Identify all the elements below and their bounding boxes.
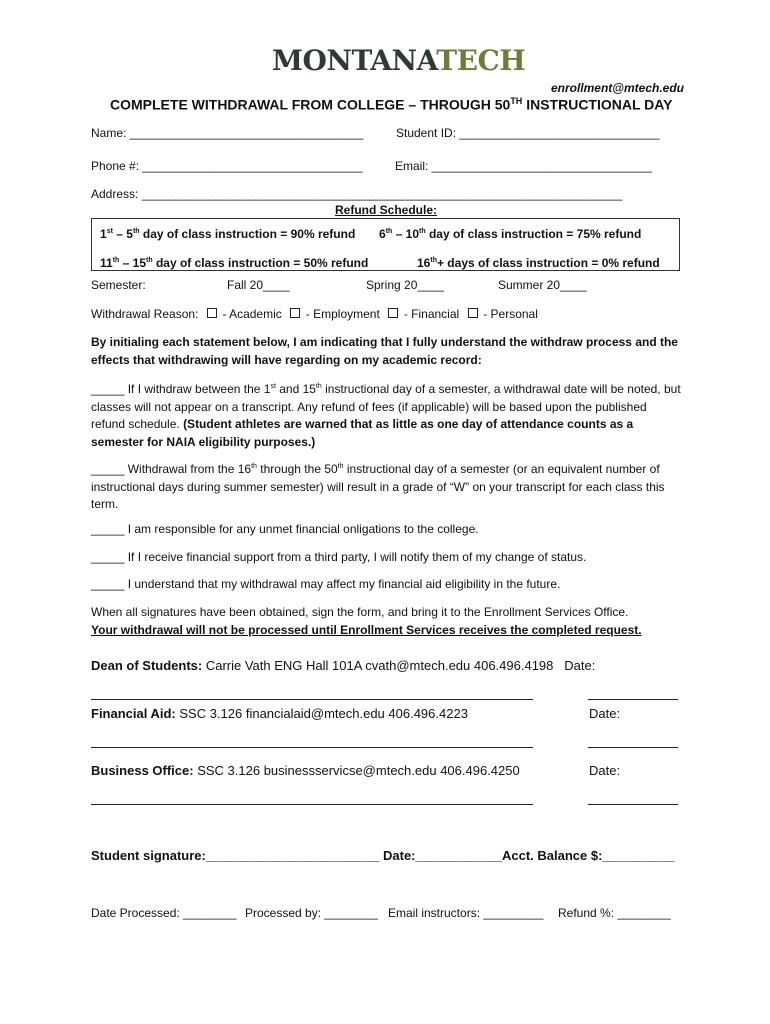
financial-checkbox[interactable] (388, 308, 398, 318)
semester-spring[interactable]: Spring 20____ (366, 278, 445, 292)
statement-2: _____ Withdrawal from the 16th through the 50th instructional day of a semester (or an equivalent number of instructional days during summer semester) will result in a grade of “W” on your transcript for each class this term. (91, 462, 665, 511)
business-office-date-line[interactable] (588, 804, 678, 805)
statement-3: _____ I am responsible for any unmet financial onligations to the college. (91, 522, 479, 536)
refund-schedule-heading: Refund Schedule: (335, 203, 438, 217)
dean-date-line[interactable] (588, 699, 678, 700)
personal-checkbox[interactable] (468, 308, 478, 318)
enrollment-email: enrollment@mtech.edu (550, 81, 684, 95)
semester-label: Semester: (91, 278, 146, 292)
academic-checkbox[interactable] (207, 308, 217, 318)
refund-row-3: 11th – 15th day of class instruction = 50% refund (100, 256, 369, 270)
account-balance-field[interactable]: Acct. Balance $:__________ (502, 848, 675, 863)
initial-intro: By initialing each statement below, I am indicating that I fully understand the withdraw process and the effects that withdrawing will have regarding on my academic record: (91, 335, 678, 367)
montana-tech-logo: MONTANATECH (272, 44, 526, 77)
address-field[interactable]: Address: ________________________________________________________________________ (91, 187, 623, 201)
email-instructors-field[interactable]: Email instructors: _________ (388, 906, 544, 920)
semester-summer[interactable]: Summer 20____ (498, 278, 587, 292)
academic-option: - Academic (222, 307, 282, 321)
refund-row-1: 1st – 5th day of class instruction = 90% refund (100, 227, 356, 241)
processed-by-field[interactable]: Processed by: ________ (245, 906, 378, 920)
dean-date-label: Date: (564, 658, 596, 673)
semester-fall[interactable]: Fall 20____ (227, 278, 290, 292)
closing-instruction: When all signatures have been obtained, sign the form, and bring it to the Enrollment Services Office. (91, 605, 629, 619)
business-office: Business Office: SSC 3.126 businessservicse@mtech.edu 406.496.4250 (91, 763, 520, 778)
financial-aid-signature-line[interactable] (91, 747, 533, 748)
statement-5: _____ I understand that my withdrawal may affect my financial aid eligibility in the future. (91, 577, 561, 591)
financial-aid-date-label: Date: (589, 706, 621, 721)
student-id-field[interactable]: Student ID: ______________________________ (396, 126, 660, 140)
dean-signature-line[interactable] (91, 699, 533, 700)
employment-checkbox[interactable] (290, 308, 300, 318)
name-field[interactable]: Name: ___________________________________ (91, 126, 364, 140)
statement-4: _____ If I receive financial support from a third party, I will notify them of my change of status. (91, 550, 587, 564)
employment-option: - Employment (305, 307, 380, 321)
business-office-signature-line[interactable] (91, 804, 533, 805)
withdrawal-reason (91, 307, 538, 321)
email-field[interactable]: Email: _________________________________ (395, 159, 652, 173)
phone-field[interactable]: Phone #: _________________________________ (91, 159, 363, 173)
financial-option: - Financial (403, 307, 460, 321)
refund-percent-field[interactable]: Refund %: ________ (558, 906, 671, 920)
business-office-date-label: Date: (589, 763, 621, 778)
financial-aid: Financial Aid: SSC 3.126 financialaid@mtech.edu 406.496.4223 (91, 706, 468, 721)
refund-row-4: 16th+ days of class instruction = 0% refund (417, 256, 660, 270)
withdrawal-reason-label: Withdrawal Reason: (91, 307, 199, 321)
form-title: COMPLETE WITHDRAWAL FROM COLLEGE – THROUGH 50TH INSTRUCTIONAL DAY (110, 96, 673, 113)
student-signature-field[interactable]: Student signature:________________________ (91, 848, 380, 863)
date-processed-field[interactable]: Date Processed: ________ (91, 906, 237, 920)
student-date-field[interactable]: Date:____________ (383, 848, 503, 863)
closing-warning: Your withdrawal will not be processed until Enrollment Services receives the completed request. (91, 623, 642, 637)
refund-row-2: 6th – 10th day of class instruction = 75% refund (379, 227, 642, 241)
statement-1: _____ If I withdraw between the 1st and 15th instructional day of a semester, a withdrawal date will be noted, but classes will not appear on a transcript. Any refund of fees (if applicable) will be based upon the published refund schedule. (Student athletes are warned that as little as one day of attendance counts as a semester for NAIA eligibility purposes.) (91, 382, 681, 449)
personal-option: - Personal (483, 307, 538, 321)
financial-aid-date-line[interactable] (588, 747, 678, 748)
dean-of-students: Dean of Students: Carrie Vath ENG Hall 101A cvath@mtech.edu 406.496.4198 Date: (91, 658, 596, 673)
